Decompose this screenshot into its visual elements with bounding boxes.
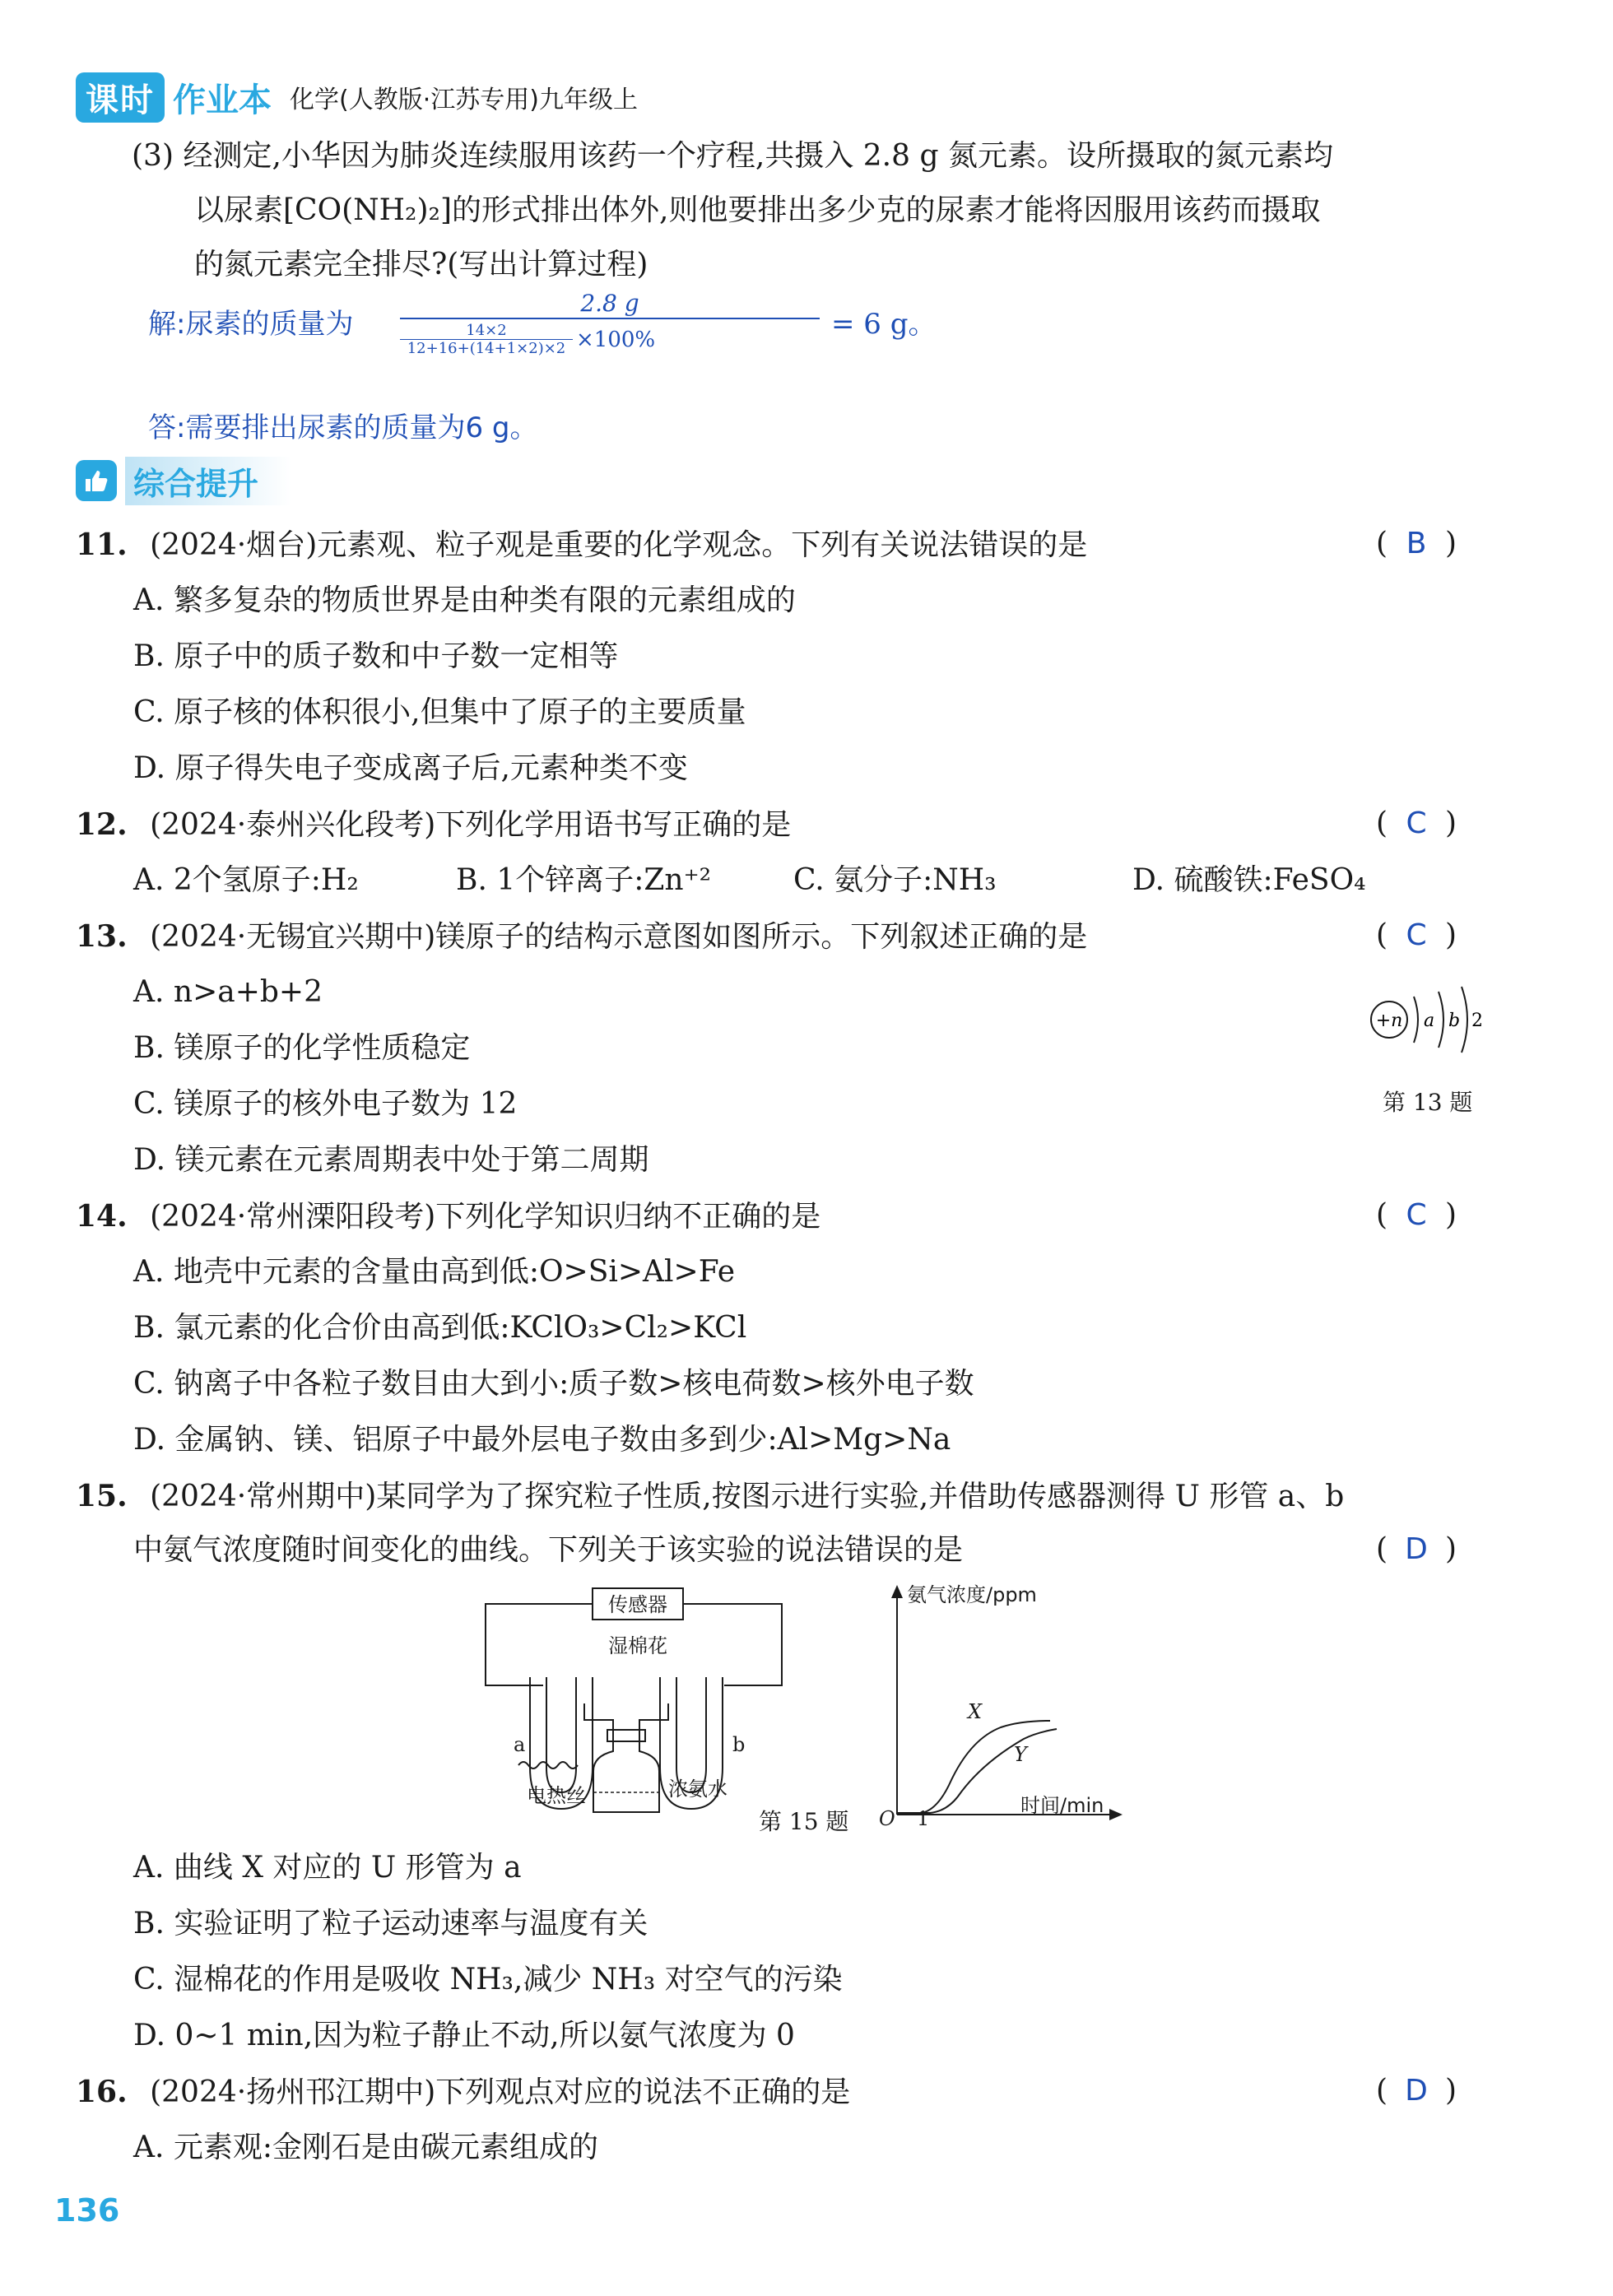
q16-answer-box: ( D )	[1376, 2074, 1457, 2108]
graph-origin: O	[879, 1807, 895, 1827]
q15-stem	[76, 1478, 1344, 1515]
q14-option-d: D. 金属钠、镁、铝原子中最外层电子数由多到少:Al>Mg>Na	[133, 1423, 951, 1457]
q15-answer-box: ( D )	[1376, 1532, 1457, 1566]
q14-option-b: B. 氯元素的化合价由高到低:KClO₃>Cl₂>KCl	[133, 1311, 747, 1345]
solution-result: = 6 g。	[831, 308, 937, 341]
q13-answer-box: ( C )	[1376, 918, 1457, 952]
nucleus-label: +n	[1375, 1011, 1403, 1031]
q13-option-a: A. n>a+b+2	[133, 975, 323, 1009]
shell-label-a: a	[1424, 1011, 1435, 1031]
prev-item-line-2: 以尿素[CO(NH₂)₂]的形式排出体外,则他要排出多少克的尿素才能将因服用该药而摄取	[194, 193, 1321, 227]
q12-option-b: B. 1个锌离子:Zn⁺²	[456, 863, 712, 897]
q14-stem	[76, 1198, 820, 1235]
q15-number: 15.	[76, 1479, 128, 1513]
q13-option-b: B. 镁原子的化学性质稳定	[133, 1031, 471, 1065]
solution-prefix: 解:尿素的质量为	[148, 308, 354, 341]
shell-label-2: 2	[1471, 1011, 1483, 1031]
q14-answer: C	[1406, 1198, 1427, 1232]
subject-title: 化学(人教版·江苏专用)九年级上	[290, 86, 638, 114]
series-title: 作业本	[173, 81, 272, 119]
q12-answer-box: ( C )	[1376, 806, 1457, 840]
q11-answer-box: ( B )	[1376, 527, 1457, 560]
q13-option-d: D. 镁元素在元素周期表中处于第二周期	[133, 1143, 649, 1177]
prev-item-line-1: (3) 经测定,小华因为肺炎连续服用该药一个疗程,共摄入 2.8 g 氮元素。设所摄取的氮元素均	[132, 139, 1333, 173]
q13-answer: C	[1406, 918, 1427, 952]
q15-option-b: B. 实验证明了粒子运动速率与温度有关	[133, 1907, 648, 1940]
q11-text: (2024·烟台)元素观、粒子观是重要的化学观念。下列有关说法错误的是	[150, 528, 1088, 562]
solution-fraction	[400, 290, 820, 360]
page-number: 136	[54, 2192, 120, 2229]
q12-option-c: C. 氨分子:NH₃	[793, 863, 997, 897]
inner-numerator: 14×2	[466, 321, 507, 339]
q14-answer-box: ( C )	[1376, 1198, 1457, 1232]
q15-stem-2: 中氨气浓度随时间变化的曲线。下列关于该实验的说法错误的是	[133, 1533, 964, 1567]
shell-label-b: b	[1448, 1011, 1461, 1031]
q15-figure	[477, 1580, 1136, 1827]
q15-text: (2024·常州期中)某同学为了探究粒子性质,按图示进行实验,并借助传感器测得 U 形管 a、b	[150, 1480, 1345, 1513]
logo-text: 课时	[86, 81, 155, 119]
sensor-label: 传感器	[608, 1593, 667, 1616]
ammonia-label: 浓氨水	[668, 1778, 727, 1801]
q11-option-d: D. 原子得失电子变成离子后,元素种类不变	[133, 751, 688, 785]
q13-text: (2024·无锡宜兴期中)镁原子的结构示意图如图所示。下列叙述正确的是	[150, 920, 1088, 954]
fraction-denominator	[400, 319, 820, 360]
section-title: 综合提升	[125, 457, 291, 505]
q12-number: 12.	[76, 807, 128, 842]
thumbs-up-icon	[76, 460, 117, 501]
fraction-numerator: 2.8 g	[580, 290, 639, 317]
graph-tick-1: 1	[917, 1807, 930, 1827]
q14-number: 14.	[76, 1199, 128, 1234]
q12-option-d: D. 硫酸铁:FeSO₄	[1132, 863, 1366, 897]
q12-option-a: A. 2个氢原子:H₂	[133, 863, 359, 897]
logo-badge	[76, 72, 165, 123]
q16-option-a: A. 元素观:金刚石是由碳元素组成的	[133, 2131, 599, 2164]
inner-denominator: 12+16+(14+1×2)×2	[407, 339, 566, 357]
q14-text: (2024·常州溧阳段考)下列化学知识归纳不正确的是	[150, 1200, 821, 1234]
prev-item-line-3: 的氮元素完全排尽?(写出计算过程)	[194, 248, 648, 281]
cotton-label: 湿棉花	[608, 1634, 667, 1657]
q14-option-a: A. 地壳中元素的含量由高到低:O>Si>Al>Fe	[133, 1255, 736, 1289]
q13-figure	[1366, 975, 1490, 1074]
q13-number: 13.	[76, 919, 128, 954]
graph-ylabel: 氨气浓度/ppm	[907, 1583, 1037, 1606]
curve-y-label: Y	[1014, 1743, 1027, 1766]
section-header	[76, 457, 291, 504]
final-answer: 答:需要排出尿素的质量为6 g。	[148, 411, 538, 444]
q16-stem	[76, 2074, 850, 2111]
q15-option-d: D. 0~1 min,因为粒子静止不动,所以氨气浓度为 0	[133, 2019, 795, 2052]
q15-answer: D	[1405, 1532, 1428, 1566]
atom-structure-diagram	[1366, 975, 1490, 1074]
q16-number: 16.	[76, 2075, 128, 2109]
curve-x-label: X	[968, 1700, 983, 1723]
q11-option-a: A. 繁多复杂的物质世界是由种类有限的元素组成的	[133, 583, 796, 617]
ammonia-experiment-diagram	[477, 1580, 1136, 1827]
q11-option-c: C. 原子核的体积很小,但集中了原子的主要质量	[133, 695, 746, 729]
q16-text: (2024·扬州邗江期中)下列观点对应的说法不正确的是	[150, 2075, 851, 2109]
fraction-tail: ×100%	[576, 328, 656, 352]
q11-number: 11.	[76, 528, 128, 562]
q11-option-b: B. 原子中的质子数和中子数一定相等	[133, 639, 619, 673]
q12-stem	[76, 806, 791, 844]
q14-option-c: C. 钠离子中各粒子数目由大到小:质子数>核电荷数>核外电子数	[133, 1367, 974, 1401]
graph-xlabel: 时间/min	[1020, 1794, 1104, 1817]
q15-option-a: A. 曲线 X 对应的 U 形管为 a	[133, 1851, 522, 1885]
q13-caption: 第 13 题	[1383, 1089, 1473, 1116]
heater-label: 电热丝	[527, 1784, 586, 1807]
tube-b-label: b	[732, 1733, 746, 1756]
tube-a-label: a	[514, 1733, 526, 1756]
q13-option-c: C. 镁原子的核外电子数为 12	[133, 1087, 518, 1121]
q11-answer: B	[1406, 527, 1427, 560]
q11-stem	[76, 527, 1087, 564]
q16-answer: D	[1405, 2074, 1428, 2108]
q12-text: (2024·泰州兴化段考)下列化学用语书写正确的是	[150, 808, 792, 842]
q13-stem	[76, 918, 1087, 955]
q12-answer: C	[1406, 806, 1427, 840]
q15-caption: 第 15 题	[759, 1808, 849, 1835]
q15-option-c: C. 湿棉花的作用是吸收 NH₃,减少 NH₃ 对空气的污染	[133, 1963, 843, 1996]
header	[76, 72, 638, 122]
